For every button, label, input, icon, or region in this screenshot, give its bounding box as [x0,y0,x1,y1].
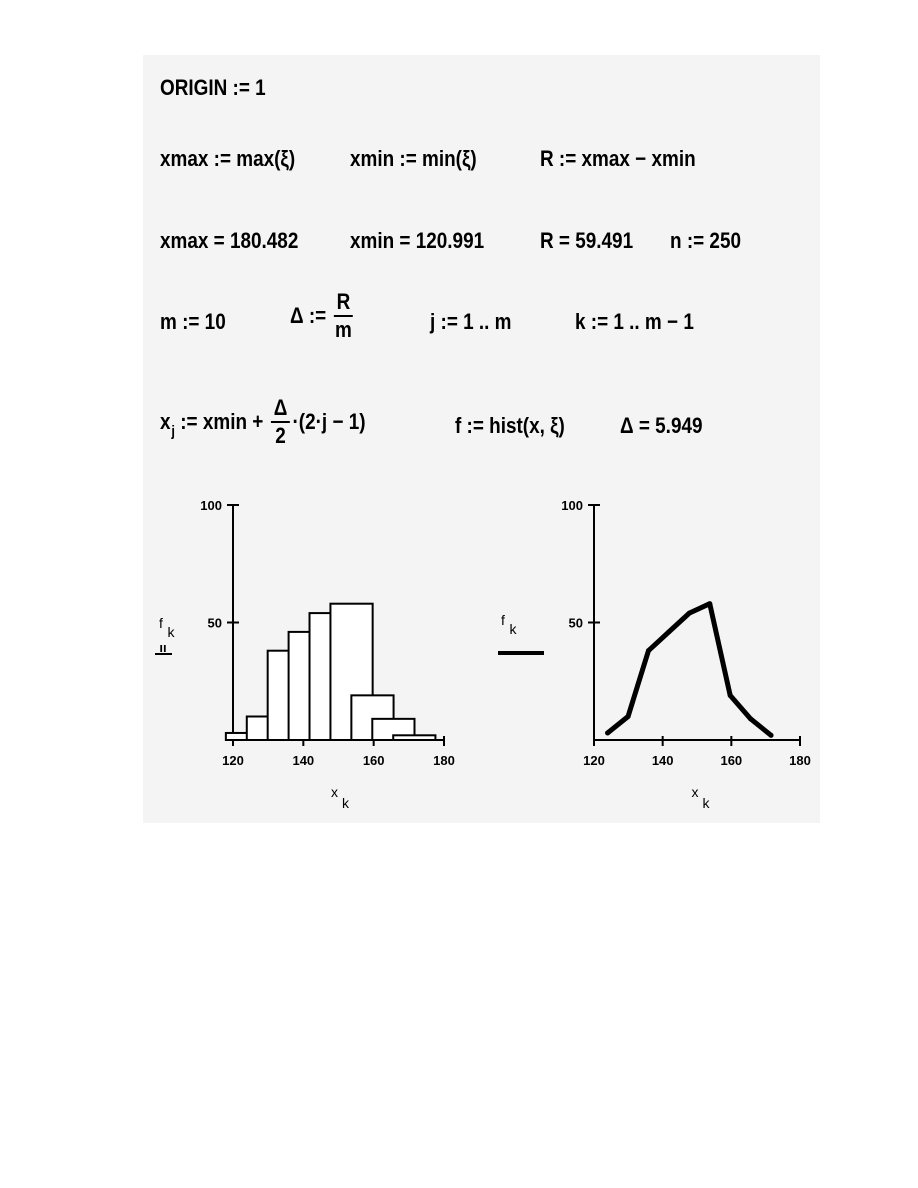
range-result: R = 59.491 [540,228,634,253]
histogram-y-label-subscript: k [167,624,175,640]
histogram-chart [155,498,455,811]
xj-subscript: j [171,422,175,440]
xmax-definition: xmax := max(ξ) [160,146,296,171]
polygon-series-line [608,604,771,736]
polygon-x-tick-label: 180 [789,753,811,768]
xj-numerator: Δ [271,395,290,423]
polygon-chart [498,498,811,811]
histogram-y-tick-label: 50 [207,615,222,631]
histogram-x-tick-label: 120 [222,753,244,768]
histogram-x-tick-label: 140 [292,753,315,768]
polygon-point [748,716,753,721]
k-range: k := 1 .. m − 1 [575,309,694,334]
polygon-point [646,648,651,653]
xj-tail: ·(2·j − 1) [292,409,366,434]
xj-mid: := xmin + [180,409,264,434]
hist-definition: f := hist(x, ξ) [455,413,565,438]
polygon-point [687,611,692,616]
polygon-x-tick-label: 160 [720,753,743,768]
polygon-x-tick-label: 120 [583,753,605,768]
histogram-y-tick-label: 100 [200,498,222,513]
polygon-point [707,601,712,606]
xj-denominator: 2 [275,423,286,448]
histogram-legend-symbol: ıı [159,640,167,655]
polygon-x-label: x [691,784,699,800]
histogram-x-tick-label: 180 [433,753,455,768]
delta-denominator: m [335,317,352,342]
polygon-y-label: f [501,612,505,628]
n-definition: n := 250 [670,228,741,253]
histogram-y-label: f [159,615,163,631]
polygon-point [728,693,733,698]
delta-result: Δ = 5.949 [620,413,703,438]
polygon-y-label-subscript: k [509,621,517,637]
polygon-point [605,730,610,735]
histogram-bar [393,735,435,740]
m-definition: m := 10 [160,309,226,334]
range-definition: R := xmax − xmin [540,146,696,171]
delta-numerator: R [334,289,353,317]
j-range: j := 1 .. m [430,309,512,334]
delta-lhs: Δ := [290,303,327,328]
xmin-result: xmin = 120.991 [350,228,485,253]
polygon-y-tick-label: 100 [561,498,583,513]
polygon-x-tick-label: 140 [651,753,674,768]
polygon-x-label-subscript: k [702,795,710,811]
polygon-point [769,733,774,738]
histogram-x-label: x [331,784,338,800]
xmin-definition: xmin := min(ξ) [350,146,477,171]
polygon-point [666,629,671,634]
polygon-y-tick-label: 50 [568,615,583,631]
xj-var: x [160,409,171,434]
histogram-x-label-subscript: k [342,795,349,811]
polygon-point [626,714,631,719]
origin-definition: ORIGIN := 1 [160,75,266,100]
xmax-result: xmax = 180.482 [160,228,299,253]
histogram-x-tick-label: 160 [362,753,385,768]
